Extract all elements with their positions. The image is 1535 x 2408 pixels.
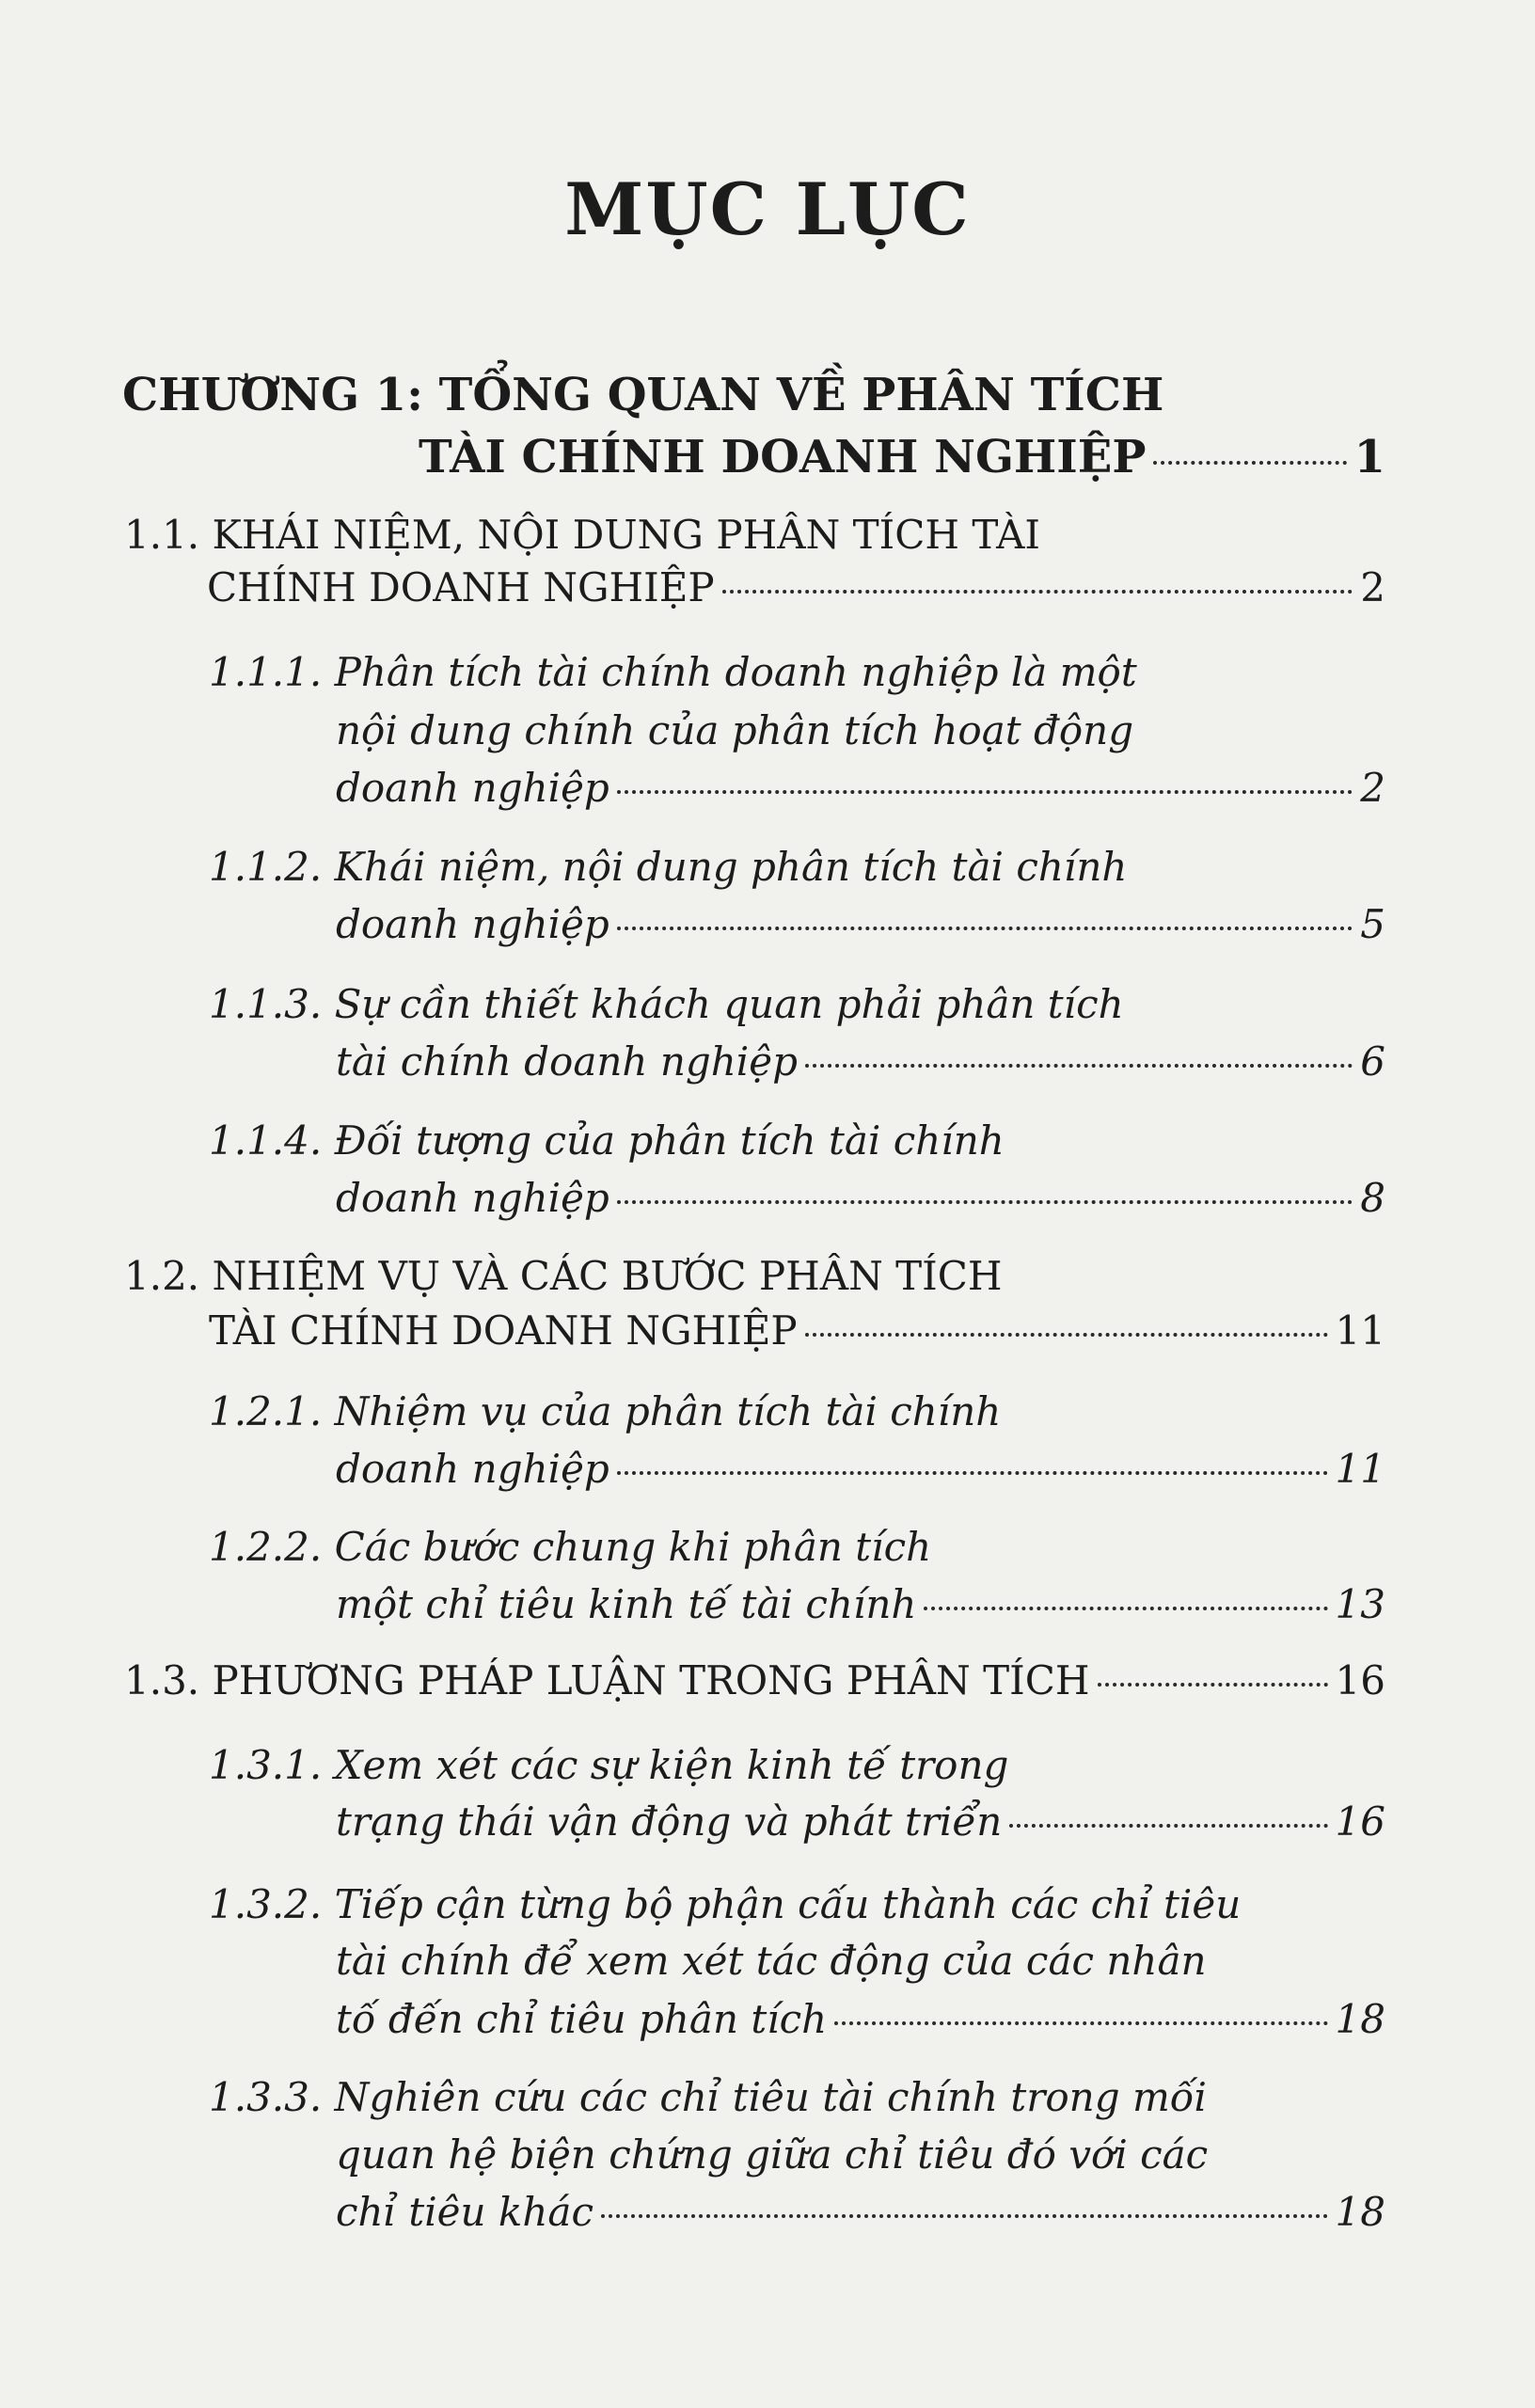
entry-leader bbox=[336, 765, 1385, 811]
entry-line: 1.3.1. Xem xét các sự kiện kinh tế trong bbox=[209, 1742, 1009, 1788]
page-number: 1 bbox=[1353, 431, 1385, 483]
leader-dots bbox=[924, 1607, 1327, 1610]
entry-line: 1.1.2. Khái niệm, nội dung phân tích tài chính bbox=[209, 844, 1128, 890]
entry-line: doanh nghiệp bbox=[336, 1175, 609, 1221]
entry-line: 1.2. NHIỆM VỤ VÀ CÁC BƯỚC PHÂN TÍCH bbox=[124, 1253, 1003, 1299]
entry-line: 1.2.1. Nhiệm vụ của phân tích tài chính bbox=[209, 1388, 1002, 1434]
page-number: 2 bbox=[1360, 564, 1385, 610]
entry-line: tài chính doanh nghiệp bbox=[336, 1038, 798, 1085]
entry-leader bbox=[336, 1446, 1385, 1492]
entry-leader bbox=[209, 1307, 1385, 1354]
entry-leader bbox=[336, 901, 1385, 947]
entry-line: trạng thái vận động và phát triển bbox=[336, 1798, 1003, 1845]
entry-line: tài chính để xem xét tác động của các nhân bbox=[336, 1938, 1207, 1984]
entry-line: CHƯƠNG 1: TỔNG QUAN VỀ PHÂN TÍCH bbox=[122, 369, 1164, 421]
entry-line: 1.2.2. Các bước chung khi phân tích bbox=[209, 1524, 932, 1570]
leader-dots bbox=[617, 790, 1353, 794]
entry-line: quan hệ biện chứng giữa chỉ tiêu đó với các bbox=[336, 2131, 1209, 2178]
entry-line: 1.1.4. Đối tượng của phân tích tài chính bbox=[209, 1117, 1005, 1164]
entry-line: 1.3.3. Nghiên cứu các chỉ tiêu tài chính trong mối bbox=[209, 2074, 1207, 2120]
leader-dots bbox=[617, 1471, 1328, 1475]
page-number: 18 bbox=[1335, 2189, 1385, 2235]
page-number: 11 bbox=[1335, 1307, 1385, 1354]
leader-dots bbox=[1009, 1824, 1327, 1828]
entry-leader bbox=[207, 564, 1385, 610]
entry-line: một chỉ tiêu kinh tế tài chính bbox=[336, 1581, 917, 1627]
leader-dots bbox=[805, 1333, 1328, 1337]
page-number: 18 bbox=[1335, 1996, 1385, 2042]
leader-dots bbox=[805, 1064, 1353, 1068]
leader-dots bbox=[617, 927, 1353, 930]
entry-line: doanh nghiệp bbox=[336, 1446, 609, 1492]
page-number: 16 bbox=[1335, 1657, 1385, 1703]
leader-dots bbox=[601, 2214, 1328, 2218]
entry-line: CHÍNH DOANH NGHIỆP bbox=[207, 564, 715, 610]
entry-line: nội dung chính của phân tích hoạt động bbox=[336, 707, 1134, 753]
page-number: 5 bbox=[1360, 901, 1385, 947]
entry-line: 1.3.2. Tiếp cận từng bộ phận cấu thành các chỉ tiêu bbox=[209, 1881, 1242, 1927]
page-number: 8 bbox=[1360, 1175, 1385, 1221]
entry-leader bbox=[336, 1175, 1385, 1221]
entry-line: doanh nghiệp bbox=[336, 901, 609, 947]
entry-leader bbox=[336, 1798, 1385, 1845]
entry-leader bbox=[419, 431, 1385, 483]
entry-leader bbox=[336, 1038, 1385, 1085]
entry-line: TÀI CHÍNH DOANH NGHIỆP bbox=[209, 1307, 798, 1354]
page-number: 2 bbox=[1360, 765, 1385, 811]
entry-line: 1.1. KHÁI NIỆM, NỘI DUNG PHÂN TÍCH TÀI bbox=[124, 512, 1040, 558]
page-number: 13 bbox=[1335, 1581, 1385, 1627]
leader-dots bbox=[722, 590, 1353, 594]
page-number: 6 bbox=[1360, 1038, 1385, 1085]
entry-line: 1.3. PHƯƠNG PHÁP LUẬN TRONG PHÂN TÍCH bbox=[124, 1657, 1090, 1703]
leader-dots bbox=[834, 2021, 1327, 2025]
entry-leader bbox=[336, 1581, 1385, 1627]
page-number: 16 bbox=[1335, 1798, 1385, 1845]
page-title: MỤC LỤC bbox=[564, 167, 971, 251]
entry-leader bbox=[336, 2189, 1385, 2235]
leader-dots bbox=[1098, 1683, 1328, 1687]
page-number: 11 bbox=[1335, 1446, 1385, 1492]
entry-line: TÀI CHÍNH DOANH NGHIỆP bbox=[419, 431, 1147, 483]
entry-line: 1.1.1. Phân tích tài chính doanh nghiệp là một bbox=[209, 649, 1137, 695]
leader-dots bbox=[1153, 461, 1346, 465]
entry-line: doanh nghiệp bbox=[336, 765, 609, 811]
entry-line: 1.1.3. Sự cần thiết khách quan phải phân tích bbox=[209, 981, 1124, 1027]
entry-line: chỉ tiêu khác bbox=[336, 2189, 593, 2235]
entry-line: tố đến chỉ tiêu phân tích bbox=[336, 1996, 828, 2042]
leader-dots bbox=[617, 1200, 1353, 1204]
entry-leader bbox=[124, 1657, 1385, 1703]
entry-leader bbox=[336, 1996, 1385, 2042]
